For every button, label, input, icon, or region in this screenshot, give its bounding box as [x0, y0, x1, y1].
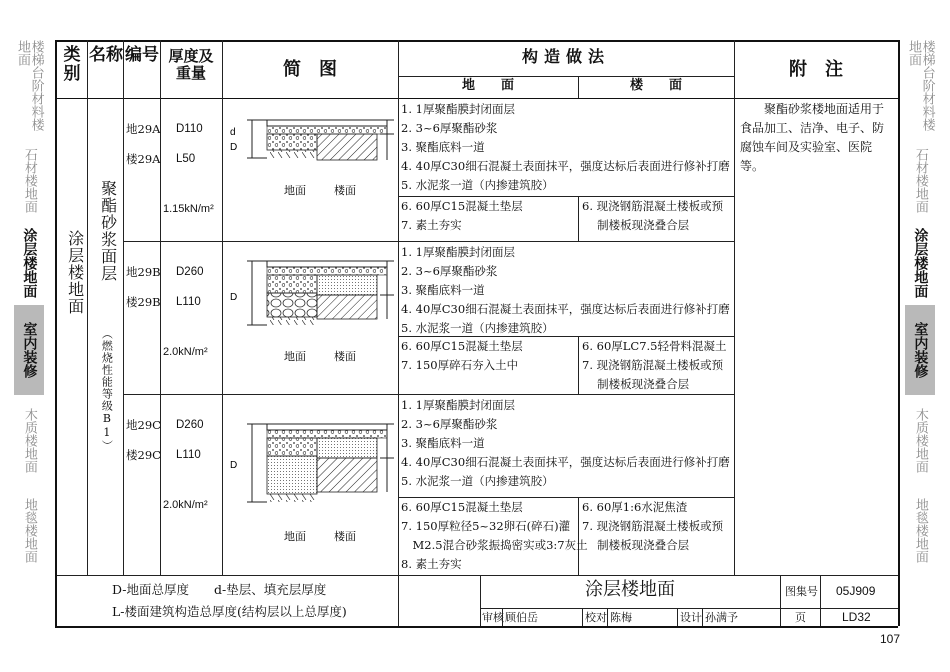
diagram-29a-d-label: d: [230, 127, 236, 138]
diagram-29c-D-label: D: [230, 460, 238, 471]
construction-step: 5. 水泥浆一道（内掺建筑胶）: [401, 178, 554, 192]
ground-step: 7. 150厚碎石夯入土中: [401, 358, 519, 372]
diagram-29a: [230, 120, 394, 197]
page-code-value: LD32: [842, 610, 871, 624]
side-tab-label: 涂层楼地面: [21, 227, 38, 298]
row-code-floor: 楼29C: [126, 448, 161, 462]
side-tab-label: 室内装修: [21, 322, 38, 378]
row-weight: 2.0kN/m²: [163, 499, 208, 511]
ground-step: 6. 60厚C15混凝土垫层: [401, 199, 523, 213]
row-thickness-L: L110: [176, 296, 201, 308]
floor-step: 制楼板现浇叠合层: [582, 377, 690, 391]
floor-step: 制楼板现浇叠合层: [582, 218, 690, 232]
side-tab-label: 室内装修: [912, 322, 929, 378]
row-thickness-L: L50: [176, 153, 196, 165]
row-thickness-L: L110: [176, 449, 201, 461]
side-tab-2: [905, 220, 935, 305]
reviewer-name: 顾伯岳: [505, 611, 538, 624]
construction-step: 3. 聚酯底料一道: [401, 436, 485, 450]
floor-step: 7. 现浇钢筋混凝土楼板或预: [582, 358, 724, 372]
row-code-ground: 地29B: [126, 265, 161, 279]
side-tab-label: 地毯楼地面: [21, 497, 37, 563]
construction-step: 1. 1厚聚酯膜封闭面层: [401, 102, 515, 116]
name-value: 聚酯砂浆面层: [98, 180, 118, 282]
ground-step: 7. 150厚粒径5~32卵石(碎石)灌: [401, 519, 571, 533]
check-label: 校对: [585, 611, 607, 624]
side-tab-label: 涂层楼地面: [912, 227, 929, 298]
diagram-29b-floor-label: 楼面: [334, 350, 356, 363]
side-tab-3: [905, 305, 935, 395]
row-thickness-D: D110: [176, 123, 203, 135]
ground-step: 6. 60厚C15混凝土垫层: [401, 500, 523, 514]
side-tab-0: [905, 40, 935, 140]
row-weight: 1.15kN/m²: [163, 203, 214, 215]
header-remarks: 附 注: [789, 59, 843, 80]
diagram-29a-D-label: D: [230, 142, 238, 153]
floor-step: 6. 现浇钢筋混凝土楼板或预: [582, 199, 724, 213]
floor-section-diagrams: [222, 98, 398, 575]
header-category: 类别: [63, 45, 81, 84]
ground-step: 7. 素土夯实: [401, 218, 462, 232]
construction-step: 4. 40厚C30细石混凝土表面抹平，强度达标后表面进行修补打磨: [401, 159, 730, 173]
diagram-29a-floor-label: 楼面: [334, 184, 356, 197]
side-tab-5: [14, 485, 44, 575]
side-tab-1: [905, 140, 935, 220]
construction-step: 3. 聚酯底料一道: [401, 283, 485, 297]
row-weight: 2.0kN/m²: [163, 346, 208, 358]
sheet-page-number: 107: [880, 632, 901, 646]
name-note: （燃烧性能等级B1）: [100, 328, 114, 452]
floor-step: 6. 60厚1:6水泥焦渣: [582, 500, 688, 514]
side-tab-label: 木质楼地面: [21, 407, 37, 473]
ground-step: 6. 60厚C15混凝土垫层: [401, 339, 523, 353]
row-code-ground: 地29A: [126, 122, 161, 136]
header-name: 名称: [89, 45, 123, 65]
header-ground: 地 面: [461, 78, 514, 93]
side-tab-label: 石材楼地面: [21, 147, 37, 213]
row-code-ground: 地29C: [126, 418, 161, 432]
legend-line-2: L-楼面建筑构造总厚度(结构层以上总厚度): [112, 604, 347, 619]
diagram-29c: [230, 424, 394, 543]
diagram-29a-ground-label: 地面: [284, 184, 306, 197]
side-tab-5: [905, 485, 935, 575]
designer-name: 孙满予: [705, 611, 738, 624]
checker-name: 陈梅: [610, 611, 632, 624]
remarks-text: 聚酯砂浆楼地面适用于食品加工、洁净、电子、防腐蚀车间及实验室、医院等。: [740, 102, 885, 173]
construction-step: 4. 40厚C30细石混凝土表面抹平，强度达标后表面进行修补打磨: [401, 302, 730, 316]
construction-step: 4. 40厚C30细石混凝土表面抹平，强度达标后表面进行修补打磨: [401, 455, 730, 469]
floor-step: 6. 60厚LC7.5轻骨料混凝土: [582, 339, 727, 353]
row-thickness-D: D260: [176, 266, 204, 278]
atlas-number-value: 05J909: [836, 584, 876, 598]
floor-step: 7. 现浇钢筋混凝土楼板或预: [582, 519, 724, 533]
review-label: 审核: [482, 611, 504, 624]
side-tab-2: [14, 220, 44, 305]
floor-step: 制楼板现浇叠合层: [582, 538, 690, 552]
category-value: 涂层楼地面: [65, 230, 85, 315]
diagram-29c-floor-label: 楼面: [334, 530, 356, 543]
side-tab-label: 楼梯台阶材料楼地面: [906, 40, 935, 131]
design-label: 设计: [680, 611, 702, 624]
diagram-29b-D-label: D: [230, 292, 238, 303]
legend-line-1: D-地面总厚度 d-垫层、填充层厚度: [112, 582, 327, 597]
construction-step: 2. 3~6厚聚酯砂浆: [401, 121, 498, 135]
header-diagram: 简 图: [283, 59, 337, 80]
header-floor: 楼 面: [629, 78, 682, 93]
side-tab-0: [14, 40, 44, 140]
diagram-29b: [230, 261, 394, 363]
page-label: 页: [795, 611, 806, 624]
side-tab-label: 楼梯台阶材料楼地面: [15, 40, 44, 131]
construction-step: 2. 3~6厚聚酯砂浆: [401, 417, 498, 431]
ground-step: M2.5混合砂浆振捣密实或3:7灰土: [401, 538, 588, 552]
side-tab-1: [14, 140, 44, 220]
side-tab-label: 石材楼地面: [912, 147, 928, 213]
side-tab-label: 地毯楼地面: [912, 497, 928, 563]
header-thickness: 厚度及重量: [168, 47, 214, 82]
row-code-floor: 楼29A: [126, 152, 161, 166]
diagram-29b-ground-label: 地面: [284, 350, 306, 363]
side-tab-4: [14, 395, 44, 485]
construction-step: 2. 3~6厚聚酯砂浆: [401, 264, 498, 278]
row-code-floor: 楼29B: [126, 295, 161, 309]
side-tab-label: 木质楼地面: [912, 407, 928, 473]
header-code: 编号: [125, 45, 159, 65]
atlas-number-label: 图集号: [785, 585, 818, 598]
construction-step: 1. 1厚聚酯膜封闭面层: [401, 245, 515, 259]
row-thickness-D: D260: [176, 419, 204, 431]
construction-step: 3. 聚酯底料一道: [401, 140, 485, 154]
footer-title: 涂层楼地面: [585, 579, 675, 600]
ground-step: 8. 素土夯实: [401, 557, 462, 571]
side-tab-3: [14, 305, 44, 395]
side-tab-4: [905, 395, 935, 485]
header-construction: 构造做法: [521, 47, 610, 66]
construction-step: 5. 水泥浆一道（内掺建筑胶）: [401, 474, 554, 488]
construction-step: 5. 水泥浆一道（内掺建筑胶）: [401, 321, 554, 335]
diagram-29c-ground-label: 地面: [284, 530, 306, 543]
construction-step: 1. 1厚聚酯膜封闭面层: [401, 398, 515, 412]
